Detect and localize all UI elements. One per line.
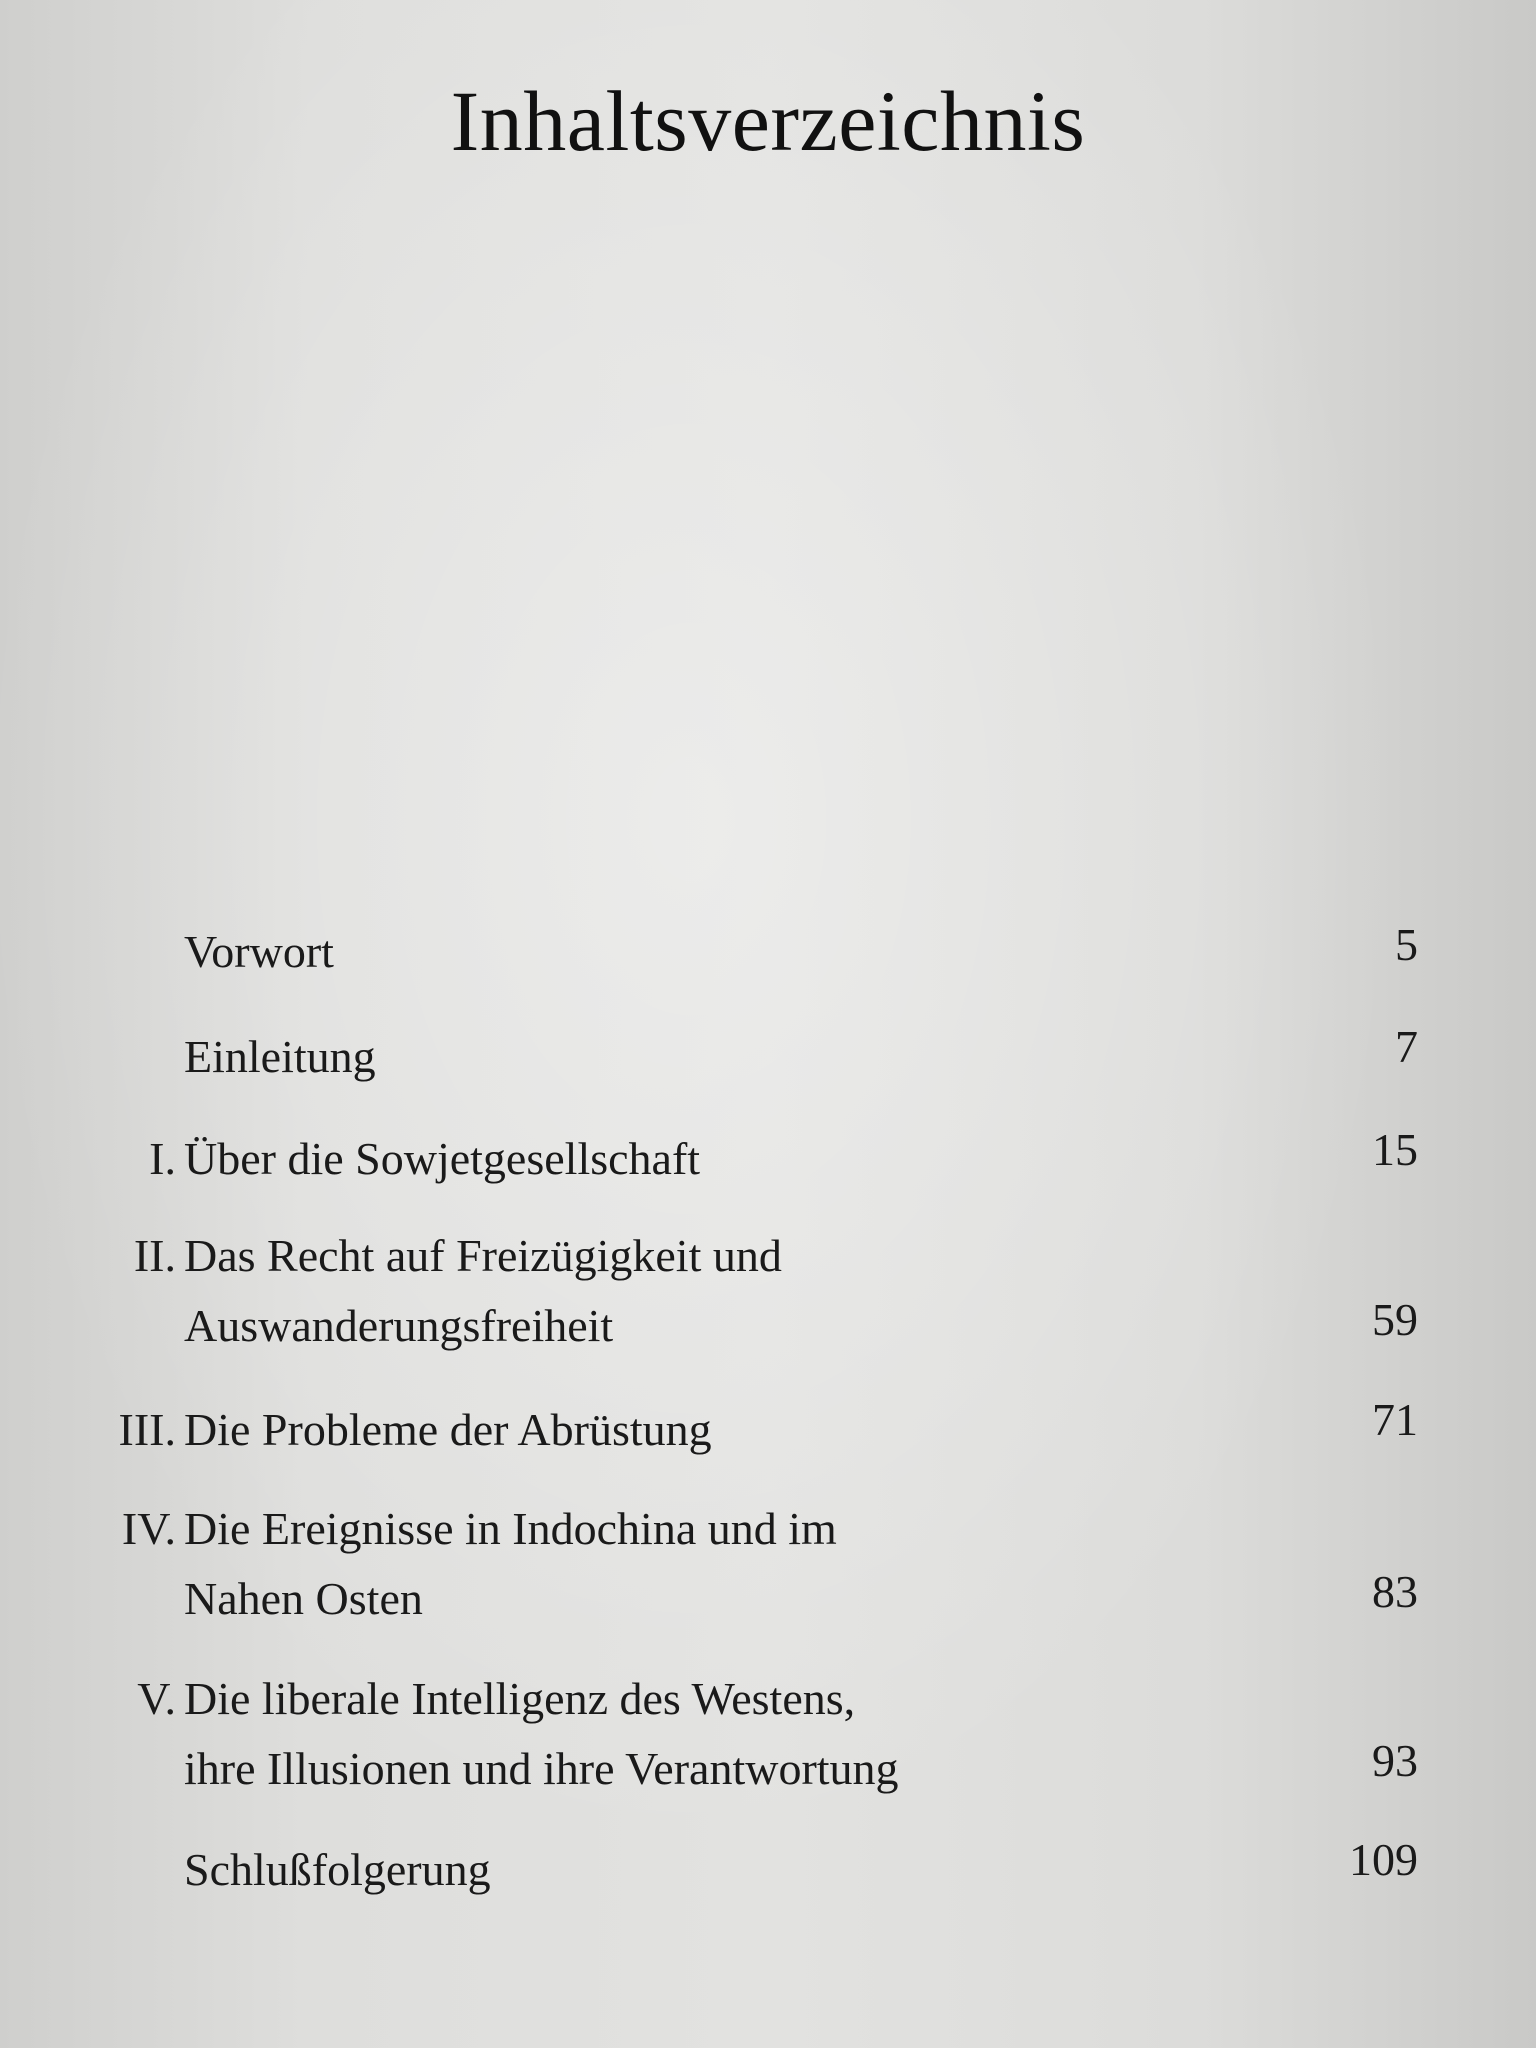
page-number: 7 [1395,1021,1418,1072]
chapter-title [184,1835,491,1905]
page-number: 59 [1372,1294,1418,1345]
chapter-title-line: Das Recht auf Freizügigkeit und [184,1230,782,1281]
chapter-title-line: ihre Illusionen und ihre Verantwortung [184,1743,899,1794]
chapter-title-line: Über die Sowjetgesellschaft [184,1133,701,1184]
chapter-number: II. [133,1230,176,1281]
chapter-number: IV. [121,1503,176,1554]
chapter-title [184,1395,712,1465]
chapter-title-line: Schlußfolgerung [184,1844,491,1895]
chapter-title-line: Die Ereignisse in Indochina und im [184,1503,837,1554]
chapter-number: V. [137,1673,176,1724]
chapter-title-line: Vorwort [184,926,334,977]
chapter-title [184,1022,376,1092]
page-number: 109 [1349,1834,1418,1885]
chapter-title [184,1664,899,1804]
chapter-title-line: Die Probleme der Abrüstung [184,1404,712,1455]
page-number: 15 [1372,1124,1418,1175]
page-heading: Inhaltsverzeichnis [450,73,1086,169]
page-number: 71 [1372,1394,1418,1445]
chapter-title-line: Nahen Osten [184,1573,423,1624]
chapter-title-line: Einleitung [184,1031,376,1082]
chapter-title [184,1221,782,1361]
page-number: 93 [1372,1735,1418,1786]
chapter-number: I. [149,1133,176,1184]
chapter-title [184,917,334,987]
chapter-number: III. [118,1404,176,1455]
chapter-title [184,1124,700,1194]
chapter-title-line: Auswanderungsfreiheit [184,1300,614,1351]
page-number: 5 [1395,919,1418,970]
chapter-title-line: Die liberale Intelligenz des Westens, [184,1673,856,1724]
page-number: 83 [1372,1566,1418,1617]
chapter-title [184,1494,837,1634]
